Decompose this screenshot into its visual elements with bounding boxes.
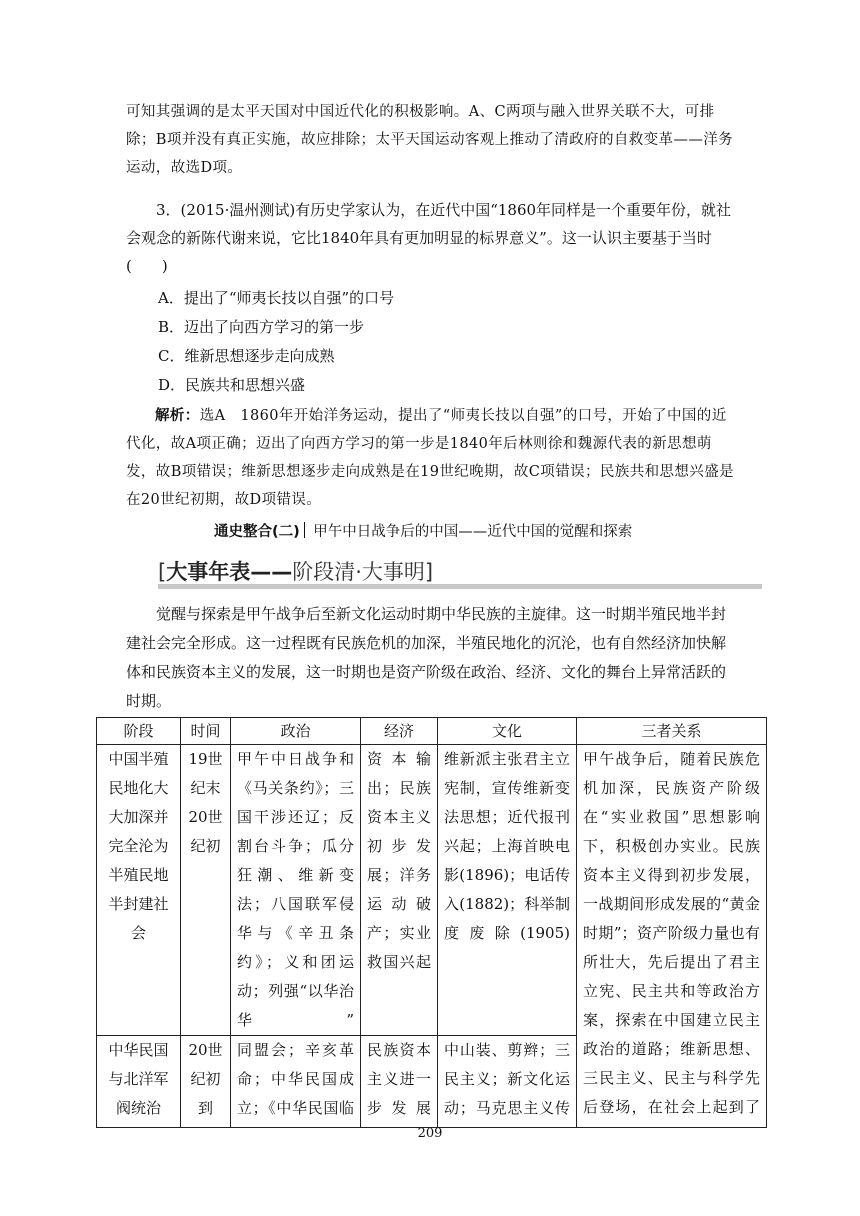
section-label: 通史整合(二) — [214, 524, 300, 540]
header-stage: 阶段 — [97, 718, 181, 745]
table-row — [97, 745, 767, 1036]
header-time: 时间 — [181, 718, 231, 745]
question-3-option-d: D．民族共和思想兴盛 — [158, 376, 306, 394]
banner-rest-text: 阶段清·大事明 — [292, 560, 425, 584]
cell-politics: 同盟会；辛亥革命；中华民国成立；《中华民国临 — [231, 1036, 361, 1128]
header-economy: 经济 — [361, 718, 438, 745]
cell-economy: 民族资本主义进一步发展 — [361, 1036, 438, 1128]
banner-bracket-close: ] — [424, 560, 434, 584]
heading-divider — [304, 522, 306, 538]
question-3-option-a: A．提出了“师夷长技以自强”的口号 — [158, 289, 395, 307]
cell-relation: 甲午战争后，随着民族危机加深，民族资产阶级在“实业救国”思想影响下，积极创办实业。民族资本主义得到初步发展，一战期间形成发展的“黄金时期”；资产阶级力量也有所壮大，先后提出了君主立宪、民主共和等政治方案，探索在中国建立民主政治的道路；维新思想、三民主义、民主与科学先后登场，在社会上起到了 — [577, 745, 767, 1128]
analysis-label: 解析： — [155, 407, 200, 424]
banner-underline — [158, 584, 762, 589]
page-number: 209 — [417, 1126, 443, 1141]
cell-time: 20世纪初到 — [181, 1036, 231, 1128]
cell-economy: 资本输出；民族资本主义初步发展；洋务运动破产；实业救国兴起 — [361, 745, 438, 1036]
intro-paragraph: 觉醒与探索是甲午战争后至新文化运动时期中华民族的主旋律。这一时期半殖民地半封建社会完全形成。这一过程既有民族危机的加深，半殖民地化的沉沦，也有自然经济加快解体和民族资本主义的发展，这一时期也是资产阶级在政治、经济、文化的舞台上异常活跃的时期。 — [126, 605, 727, 710]
analysis-text: 选A 1860年开始洋务运动，提出了“师夷长技以自强”的口号，开始了中国的近代化，故A项正确；迈出了向西方学习的第一步是1840年后林则徐和魏源代表的新思想萌发，故B项错误；维新思想逐步走向成熟是在19世纪晚期，故C项错误；民族共和思想兴盛是在20世纪初期，故D项错误。 — [126, 408, 734, 508]
cell-culture: 维新派主张君主立宪制，宣传维新变法思想；近代报刊兴起；上海首映电影(1896)；电话传入(1882)；科举制度废除(1905) — [438, 745, 577, 1036]
cell-stage: 中国半殖民地化大大加深并完全沦为半殖民地半封建社会 — [97, 745, 181, 1036]
cell-culture: 中山装、剪辫；三民主义；新文化运动；马克思主义传 — [438, 1036, 577, 1128]
banner-strong-text: 大事年表—— — [166, 560, 293, 584]
chronology-table — [96, 717, 767, 1128]
header-relation: 三者关系 — [577, 718, 767, 745]
header-culture: 文化 — [438, 718, 577, 745]
table-header-row — [97, 718, 767, 745]
question-3-analysis — [126, 402, 738, 514]
cell-politics: 甲午中日战争和《马关条约》；三国干涉还辽；反割台斗争；瓜分狂潮、维新变法；八国联军侵华与《辛丑条约》；义和团运动；列强“以华治华” — [231, 745, 361, 1036]
question-3-stem: 3．(2015·温州测试)有历史学家认为，在近代中国“1860年同样是一个重要年份，就社会观念的新陈代谢来说，它比1840年具有更加明显的标界意义”。这一认识主要基于当时( ) — [126, 201, 732, 275]
cell-time: 19世纪末20世纪初 — [181, 745, 231, 1036]
question-3-option-b: B．迈出了向西方学习的第一步 — [158, 318, 365, 336]
timeline-banner — [158, 557, 762, 589]
banner-bracket-open: [ — [158, 560, 167, 584]
section-heading — [214, 522, 632, 542]
header-politics: 政治 — [231, 718, 361, 745]
cell-stage: 中华民国与北洋军阀统治 — [97, 1036, 181, 1128]
previous-answer-paragraph: 可知其强调的是太平天国对中国近代化的积极影响。A、C两项与融入世界关联不大，可排除；B项并没有真正实施，故应排除；太平天国运动客观上推动了清政府的自救变革——洋务运动，故选D项。 — [126, 104, 734, 176]
section-title: 甲午中日战争后的中国——近代中国的觉醒和探索 — [313, 524, 633, 540]
question-3-option-c: C．维新思想逐步走向成熟 — [158, 347, 335, 365]
